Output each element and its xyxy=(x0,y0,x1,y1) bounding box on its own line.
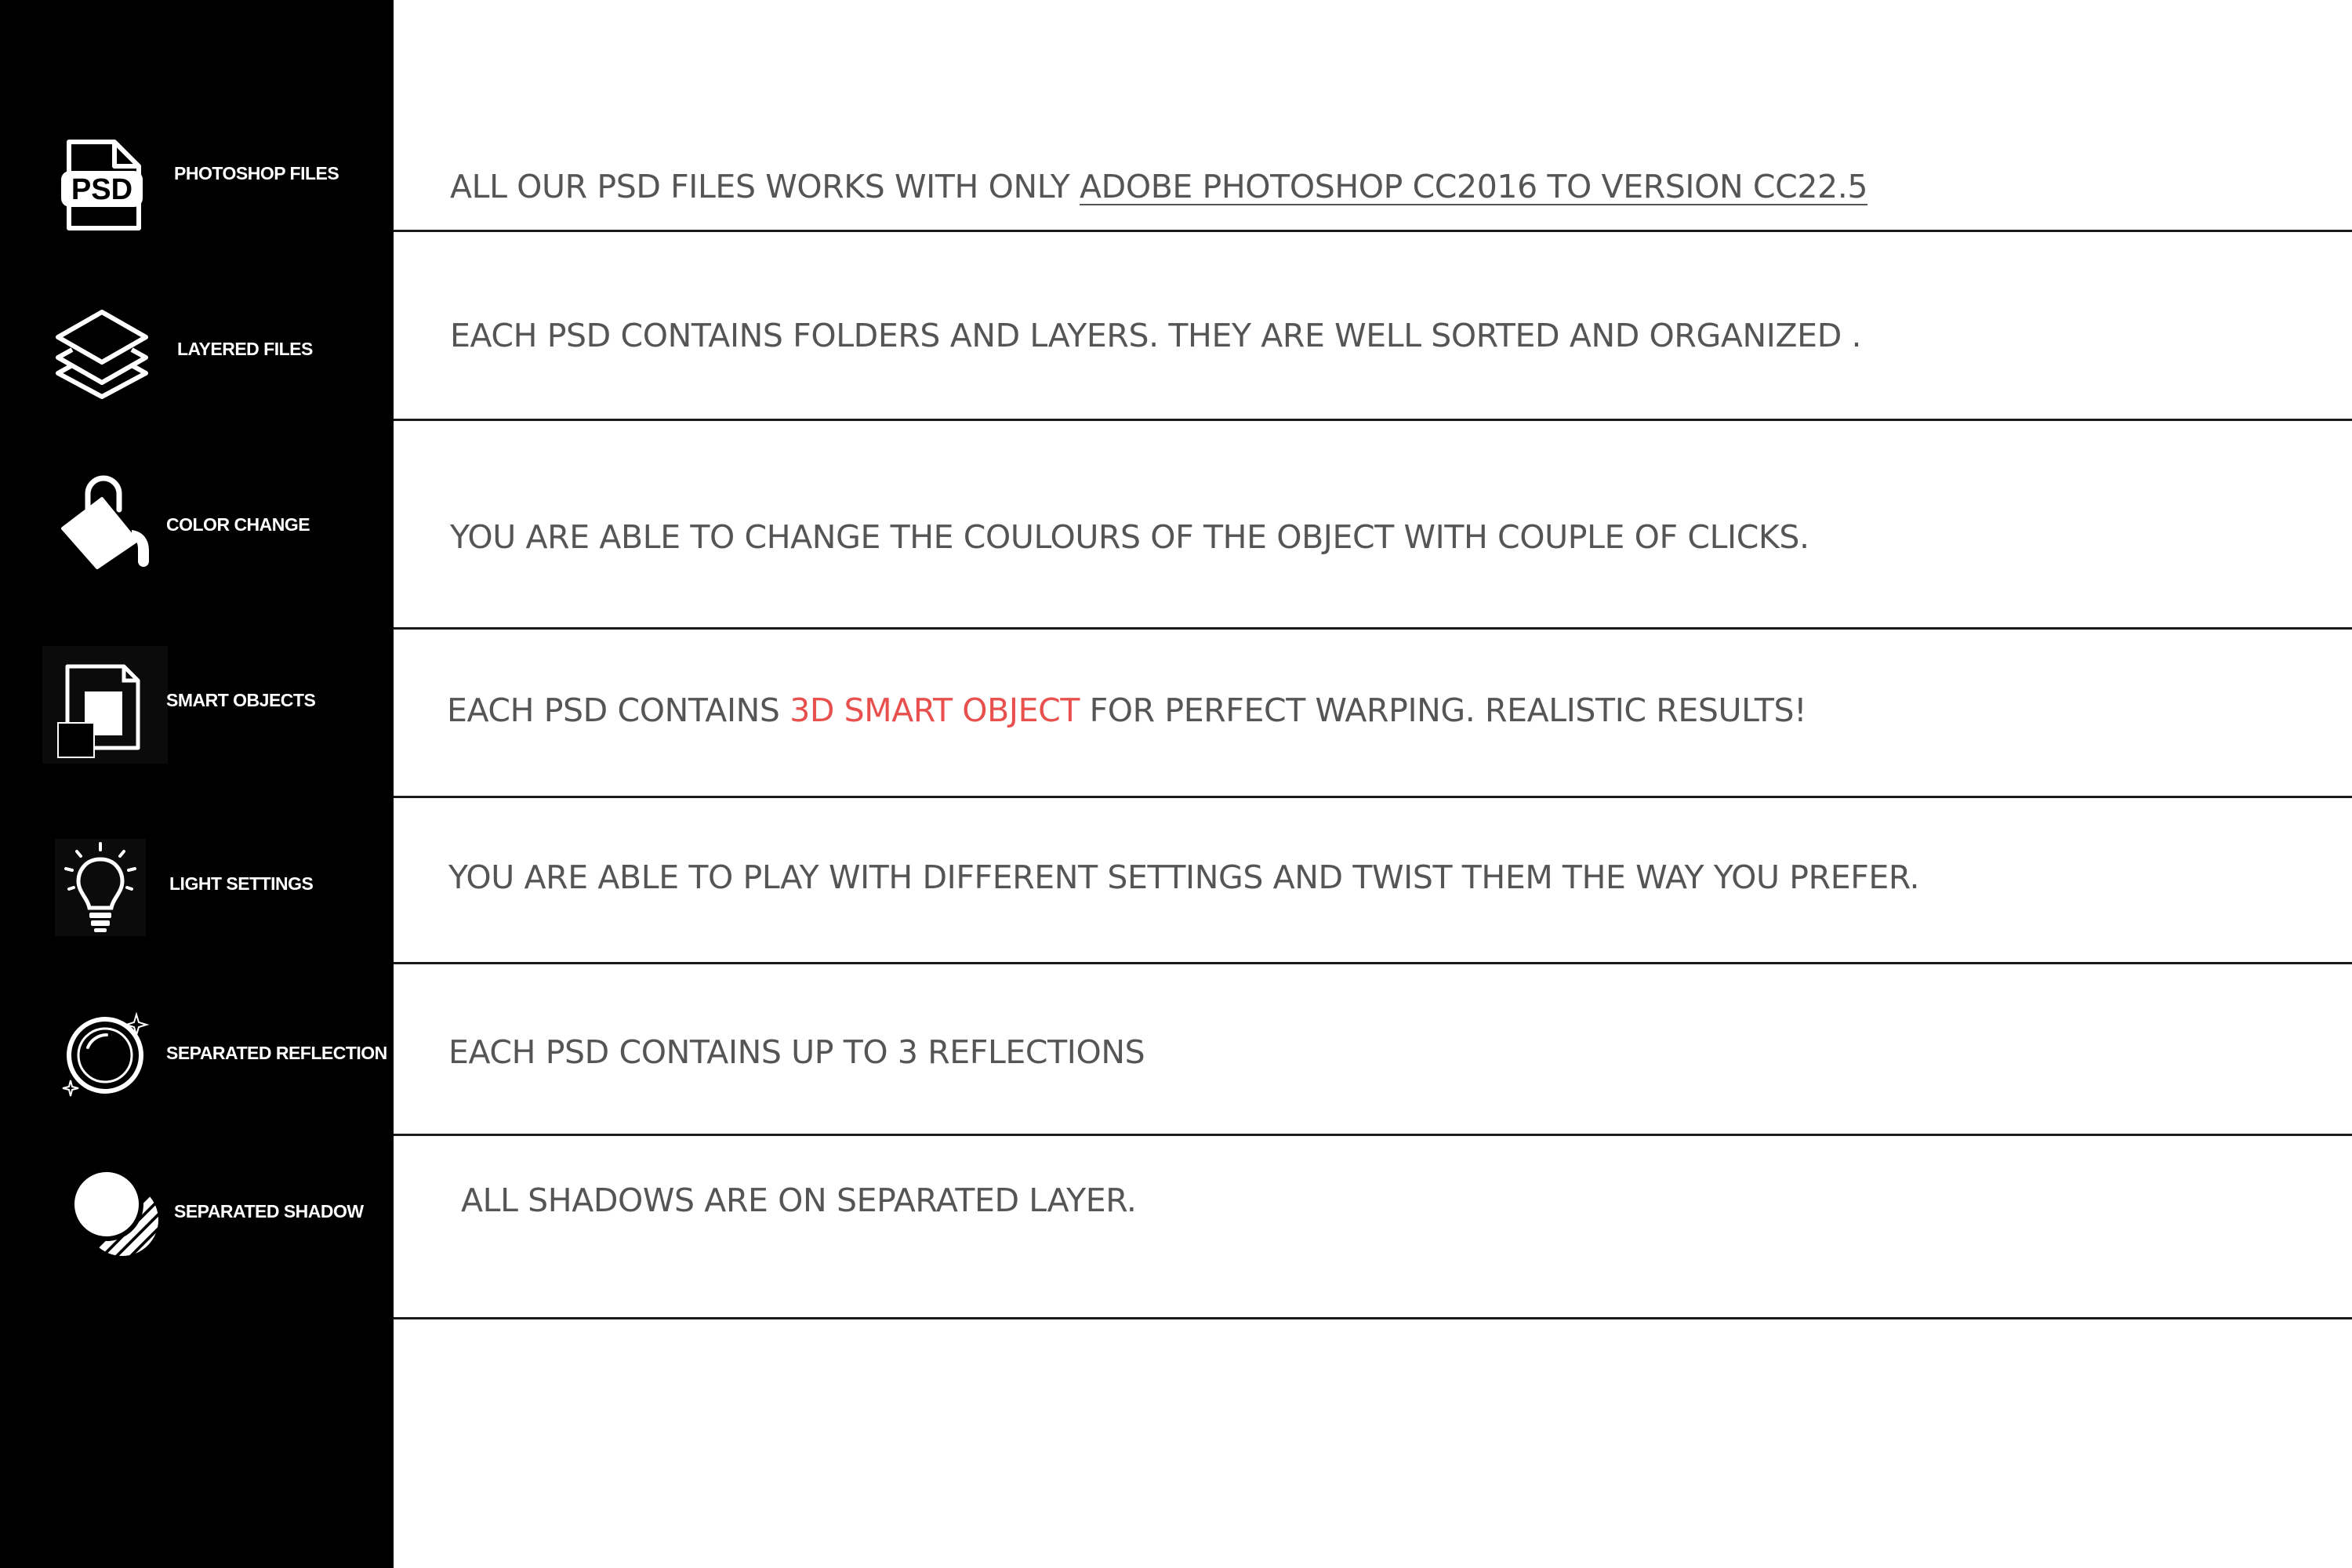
row-divider xyxy=(394,1317,2352,1319)
smart-object-icon xyxy=(42,646,168,764)
psd-file-icon xyxy=(60,140,146,230)
row-smart-objects-text-after: FOR PERFECT WARPING. REALISTIC RESULTS! xyxy=(1079,691,1807,729)
row-photoshop-compatibility xyxy=(450,168,1868,205)
smart-object-highlight: 3D SMART OBJECT xyxy=(789,691,1080,729)
lightbulb-icon xyxy=(55,839,146,936)
row-photoshop-text: ALL OUR PSD FILES WORKS WITH ONLY xyxy=(450,168,1080,205)
reflection-icon xyxy=(61,1011,151,1099)
sidebar-item-layered-files-label: LAYERED FILES xyxy=(177,339,313,359)
sidebar-item-separated-reflection-label: SEPARATED REFLECTION xyxy=(166,1043,387,1063)
row-shadow-text: ALL SHADOWS ARE ON SEPARATED LAYER. xyxy=(461,1181,1137,1219)
sidebar-item-color-change-label: COLOR CHANGE xyxy=(166,514,310,535)
sidebar-item-separated-shadow-label: SEPARATED SHADOW xyxy=(174,1201,364,1221)
row-divider xyxy=(394,627,2352,630)
row-smart-objects-text-before: EACH PSD CONTAINS xyxy=(447,691,790,729)
row-layered-files-text: EACH PSD CONTAINS FOLDERS AND LAYERS. THEY ARE WELL SORTED AND ORGANIZED . xyxy=(450,317,1862,354)
row-divider xyxy=(394,230,2352,232)
row-divider xyxy=(394,1134,2352,1136)
photoshop-version-link[interactable]: ADOBE PHOTOSHOP CC2016 TO VERSION CC22.5 xyxy=(1080,168,1868,205)
shadow-icon xyxy=(67,1165,162,1259)
row-divider xyxy=(394,419,2352,421)
sidebar-item-smart-objects-label: SMART OBJECTS xyxy=(166,690,316,710)
layers-icon xyxy=(55,307,149,400)
row-reflection-text: EACH PSD CONTAINS UP TO 3 REFLECTIONS xyxy=(448,1033,1145,1071)
row-light-settings-text: YOU ARE ABLE TO PLAY WITH DIFFERENT SETTINGS AND TWIST THEM THE WAY YOU PREFER. xyxy=(448,858,1920,896)
sidebar-item-light-settings-label: LIGHT SETTINGS xyxy=(169,873,314,894)
psd-badge-text: PSD xyxy=(71,173,133,206)
sidebar xyxy=(0,0,394,1568)
sidebar-item-photoshop-files-label: PHOTOSHOP FILES xyxy=(174,163,339,183)
row-color-change-text: YOU ARE ABLE TO CHANGE THE COULOURS OF THE OBJECT WITH COUPLE OF CLICKS. xyxy=(450,518,1809,556)
paint-bucket-icon xyxy=(56,474,154,569)
row-divider xyxy=(394,962,2352,964)
row-smart-objects xyxy=(447,691,1807,729)
row-divider xyxy=(394,796,2352,798)
